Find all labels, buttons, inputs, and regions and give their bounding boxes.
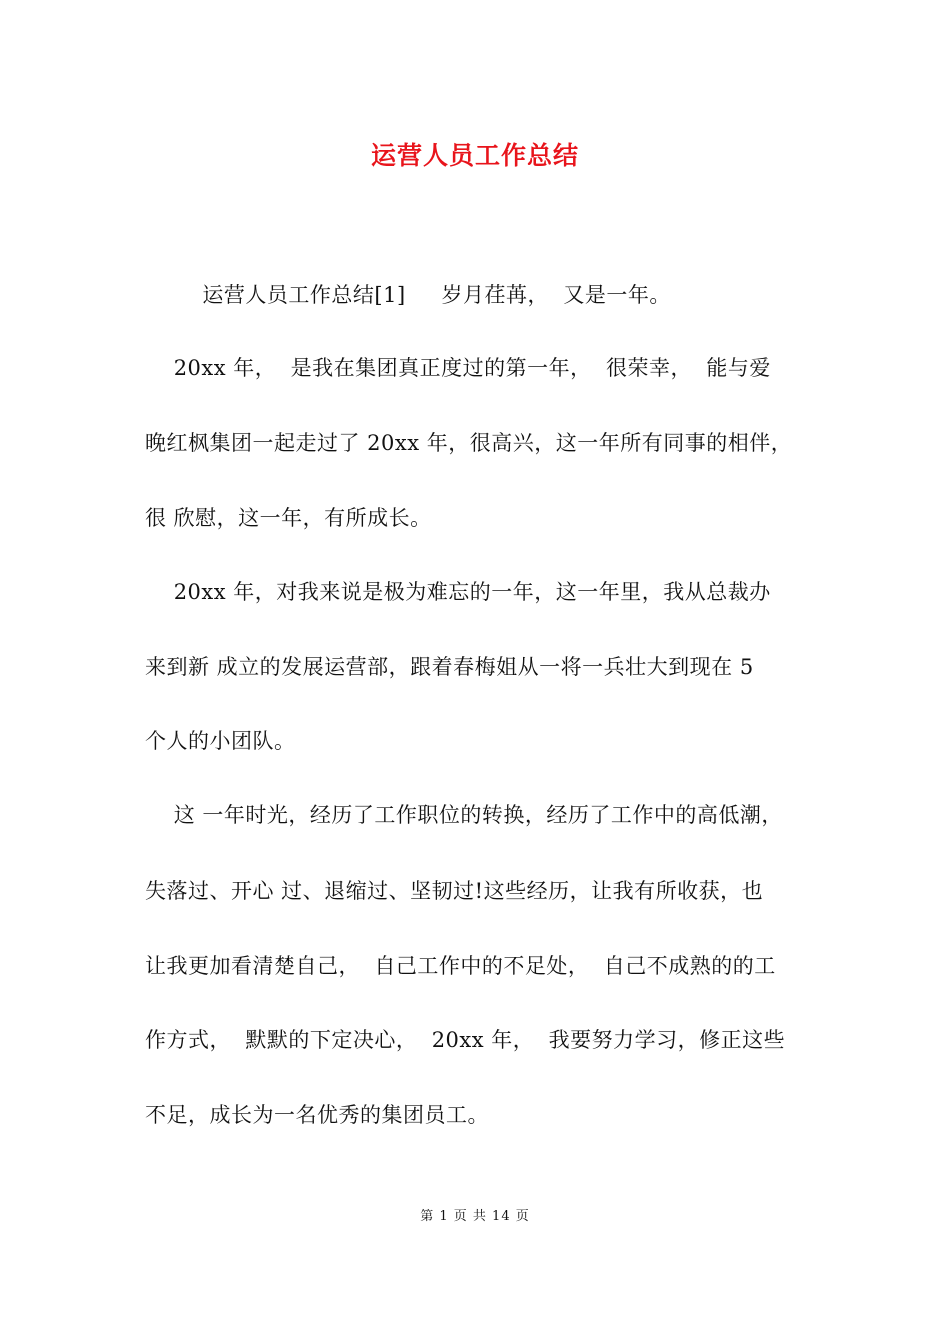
page-number-footer: 第 1 页 共 14 页: [420, 1209, 530, 1224]
body-line: 晚红枫集团一起走过了 20xx 年，很高兴，这一年所有同事的相伴，: [145, 431, 793, 455]
body-line: 个人的小团队。: [145, 729, 296, 753]
body-line: 很 欣慰，这一年，有所成长。: [145, 506, 432, 530]
body-line: 运营人员工作总结[1] 岁月荏苒， 又是一年。: [145, 283, 671, 307]
document-title: 运营人员工作总结: [370, 141, 579, 170]
body-line: 失落过、开心 过、退缩过、坚韧过!这些经历，让我有所收获，也: [145, 879, 764, 903]
body-line: 让我更加看清楚自己， 自己工作中的不足处， 自己不成熟的的工: [145, 954, 776, 978]
body-line: 不足，成长为一名优秀的集团员工。: [145, 1103, 489, 1127]
body-line: 20xx 年，对我来说是极为难忘的一年，这一年里，我从总裁办: [145, 580, 771, 604]
body-line: 20xx 年， 是我在集团真正度过的第一年， 很荣幸， 能与爱: [145, 356, 771, 380]
body-line: 这 一年时光，经历了工作职位的转换，经历了工作中的高低潮，: [145, 803, 783, 827]
body-line: 作方式， 默默的下定决心， 20xx 年， 我要努力学习，修正这些: [145, 1028, 786, 1052]
body-line: 来到新 成立的发展运营部，跟着春梅姐从一将一兵壮大到现在 5: [145, 655, 754, 679]
